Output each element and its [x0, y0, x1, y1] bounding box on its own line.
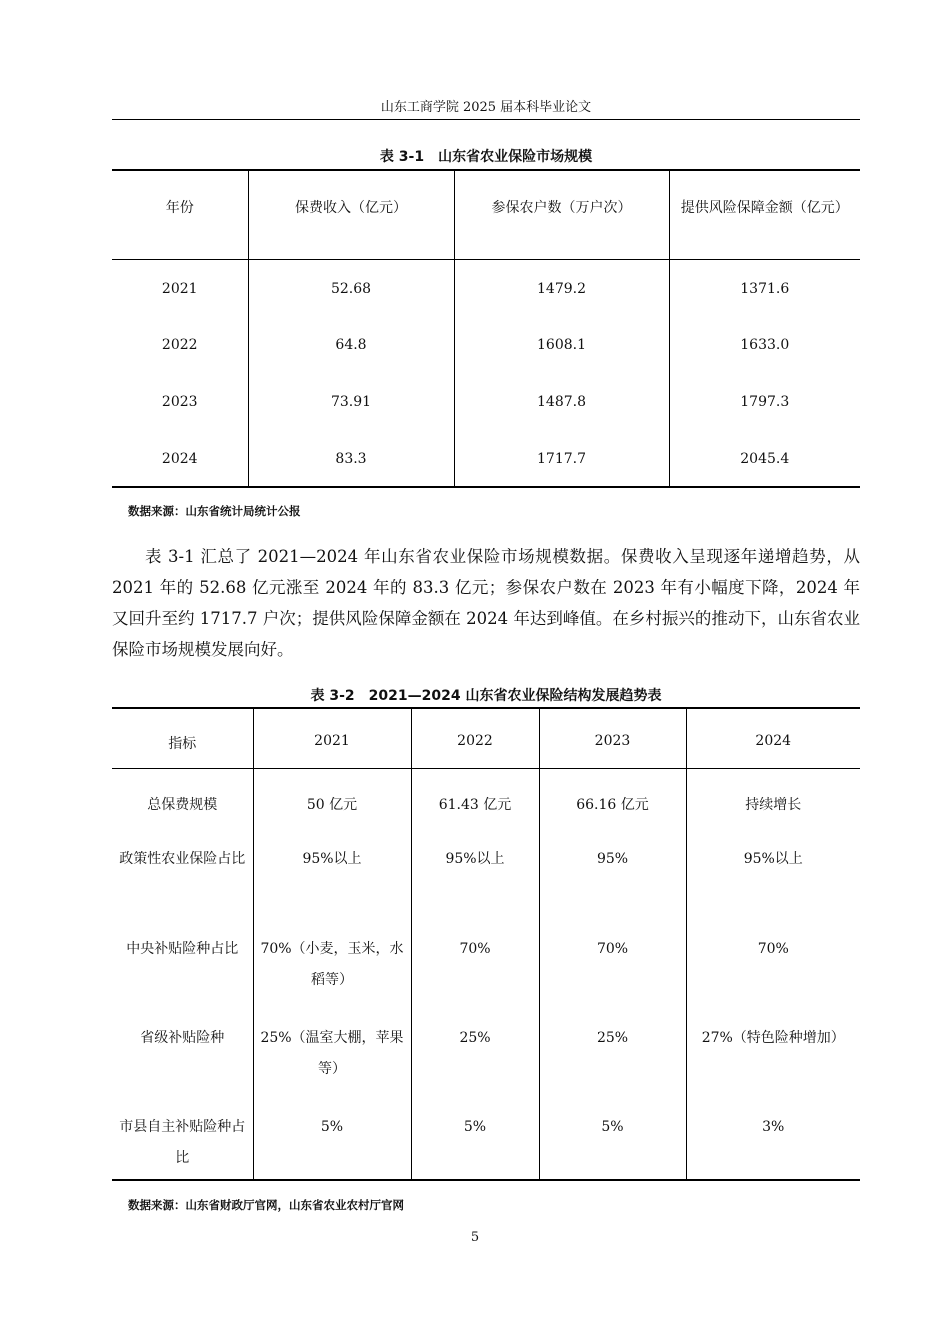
table-cell: 2022: [161, 337, 198, 353]
table-header-row: [112, 170, 860, 259]
table-cell: 95%以上: [253, 823, 411, 913]
table-cell: 70%: [539, 913, 686, 1002]
table-cell: 持续增长: [686, 768, 860, 823]
table-cell: 1608.1: [454, 316, 669, 373]
table-cell: 2021: [161, 280, 198, 297]
table-cell: 总保费规模: [147, 796, 218, 813]
table-cell: 5%: [253, 1091, 411, 1180]
table-cell: 25%: [411, 1002, 539, 1091]
table-cell: 1797.3: [669, 373, 860, 430]
table-row: [112, 1002, 860, 1091]
table-cell: 2045.4: [669, 430, 860, 487]
table-row: [112, 913, 860, 1002]
table-cell: 2024: [161, 451, 198, 467]
table-cell: 5%: [411, 1091, 539, 1180]
table-cell: 70%: [686, 913, 860, 1002]
table-cell: 市县自主补贴险种占比: [119, 1119, 246, 1166]
table-row: [112, 373, 860, 430]
table-cell: 27%（特色险种增加）: [686, 1002, 860, 1091]
page-header: 山东工商学院 2025 届本科毕业论文: [112, 97, 860, 120]
header-year: 年份: [112, 170, 248, 259]
table-cell: 70%（小麦，玉米，水稻等）: [253, 913, 411, 1002]
table-cell: 1633.0: [669, 316, 860, 373]
table-cell: 1479.2: [454, 259, 669, 316]
table-cell: 50 亿元: [253, 768, 411, 823]
market-scale-table: [112, 169, 860, 488]
header-2024: 2024: [686, 708, 860, 768]
table-cell: 中央补贴险种占比: [126, 941, 239, 957]
table-cell: 70%: [411, 913, 539, 1002]
header-premium-income: 保费收入（亿元）: [248, 170, 454, 259]
table-cell: 52.68: [248, 259, 454, 316]
page-number: 5: [470, 1230, 480, 1245]
table-cell: 2023: [161, 394, 198, 410]
table-cell: 83.3: [248, 430, 454, 487]
table-row: [112, 316, 860, 373]
table-cell: 5%: [539, 1091, 686, 1180]
table-cell: 73.91: [248, 373, 454, 430]
header-risk-coverage: 提供风险保障金额（亿元）: [669, 170, 860, 259]
table2-caption: 表 3-2 2021—2024 山东省农业保险结构发展趋势表: [310, 688, 662, 704]
table-row: [112, 259, 860, 316]
table-cell: 政策性农业保险占比: [119, 851, 246, 867]
table-cell: 3%: [686, 1091, 860, 1180]
table-row: [112, 430, 860, 487]
table1-source: 数据来源：山东省统计局统计公报: [128, 504, 301, 518]
table-cell: 1717.7: [454, 430, 669, 487]
header-indicator: 指标: [112, 708, 253, 768]
table-cell: 1371.6: [669, 259, 860, 316]
table-cell: 1487.8: [454, 373, 669, 430]
table-cell: 25%（温室大棚，苹果等）: [253, 1002, 411, 1091]
body-paragraph: 表 3-1 汇总了 2021—2024 年山东省农业保险市场规模数据。保费收入呈现逐年递增趋势，从 2021 年的 52.68 亿元涨至 2024 年的 83.3 亿元；参保农户数在 2023 年有小幅度下降，2024 年又回升至约 1717.7 户次；提供风险保障金额在 2024 年达到峰值。在乡村振兴的推动下，山东省农业保险市场规模发展向好。: [112, 547, 860, 659]
table-cell: 66.16 亿元: [539, 768, 686, 823]
table-cell: 64.8: [248, 316, 454, 373]
table-row: [112, 768, 860, 823]
header-2022: 2022: [411, 708, 539, 768]
table-cell: 61.43 亿元: [411, 768, 539, 823]
table-cell: 省级补贴险种: [140, 1030, 225, 1046]
header-insured-households: 参保农户数（万户次）: [454, 170, 669, 259]
header-2023: 2023: [539, 708, 686, 768]
table-row: [112, 1091, 860, 1180]
header-2021: 2021: [253, 708, 411, 768]
table2-source: 数据来源：山东省财政厅官网，山东省农业农村厅官网: [128, 1198, 404, 1212]
table-row: [112, 823, 860, 913]
table-cell: 95%以上: [411, 823, 539, 913]
table-cell: 95%: [539, 823, 686, 913]
table-cell: 95%以上: [686, 823, 860, 913]
table1-caption: 表 3-1 山东省农业保险市场规模: [379, 149, 593, 165]
insurance-structure-table: [112, 707, 860, 1181]
table-header-row: [112, 708, 860, 768]
table-cell: 25%: [539, 1002, 686, 1091]
